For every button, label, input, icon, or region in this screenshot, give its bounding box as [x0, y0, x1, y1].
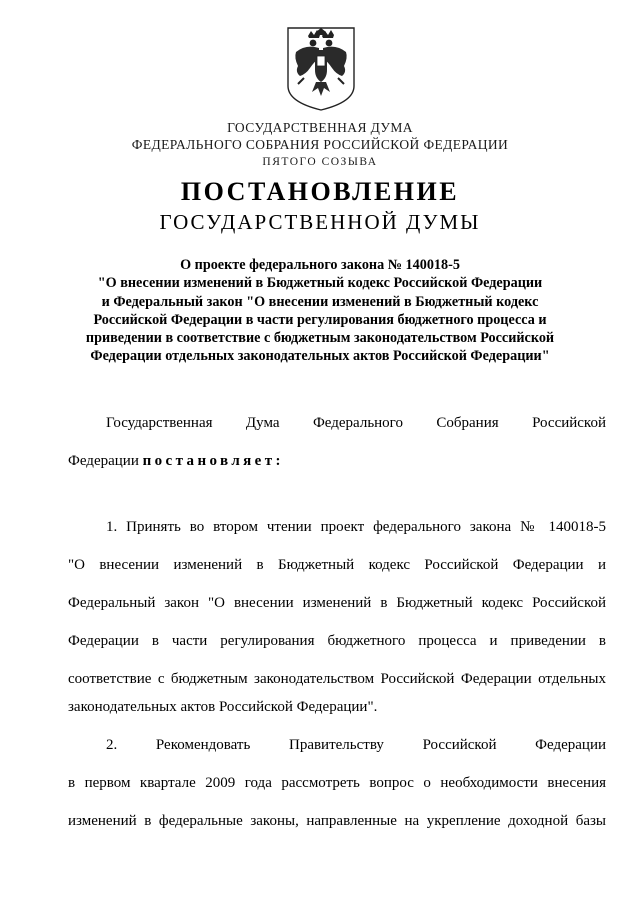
- item1-line: соответствие с бюджетным законодательством Российской Федерации отдельных: [68, 671, 606, 687]
- subject-line: Российской Федерации в части регулирования бюджетного процесса и: [93, 311, 547, 328]
- subject-line: приведении в соответствие с бюджетным законодательством Российской: [85, 330, 555, 347]
- item1-line: Федерации в части регулирования бюджетного процесса и приведении в: [68, 633, 606, 649]
- item1-line: Федеральный закон "О внесении изменений в Бюджетный кодекс Российской: [68, 595, 606, 611]
- item1-line: 1. Принять во втором чтении проект федерального закона № 140018-5: [106, 519, 606, 535]
- preamble-text: Федерации: [68, 453, 143, 469]
- item2-line: изменений в федеральные законы, направленные на укрепление доходной базы: [68, 813, 606, 829]
- item2-line: в первом квартале 2009 года рассмотреть вопрос о необходимости внесения: [68, 775, 606, 791]
- russian-coat-of-arms-emblem-icon: [286, 26, 356, 112]
- convocation: ПЯТОГО СОЗЫВА: [262, 156, 378, 168]
- subject-line: "О внесении изменений в Бюджетный кодекс Российской Федерации: [97, 275, 543, 292]
- subject-line: О проекте федерального закона № 140018-5: [180, 257, 460, 273]
- preamble-line: [68, 452, 606, 470]
- preamble-line: Государственная Дума Федерального Собрания Российской: [106, 415, 606, 431]
- item1-line: законодательных актов Российской Федерации".: [68, 699, 378, 715]
- subject-line: и Федеральный закон "О внесении изменений в Бюджетный кодекс: [101, 293, 539, 310]
- issuer-parliament: ФЕДЕРАЛЬНОГО СОБРАНИЯ РОССИЙСКОЙ ФЕДЕРАЦИИ: [131, 137, 509, 152]
- document-subject: [70, 256, 570, 366]
- item2-line: 2. Рекомендовать Правительству Российской Федерации: [106, 737, 606, 753]
- document-issuer-title: ГОСУДАРСТВЕННОЙ ДУМЫ: [159, 210, 481, 234]
- document-type-title: ПОСТАНОВЛЕНИЕ: [180, 177, 460, 206]
- issuer-name: ГОСУДАРСТВЕННАЯ ДУМА: [227, 120, 413, 135]
- resolve-verb: постановляет:: [142, 453, 284, 469]
- item1-line: "О внесении изменений в Бюджетный кодекс Российской Федерации и: [68, 557, 606, 573]
- subject-line: Федерации отдельных законодательных актов Российской Федерации": [90, 348, 550, 365]
